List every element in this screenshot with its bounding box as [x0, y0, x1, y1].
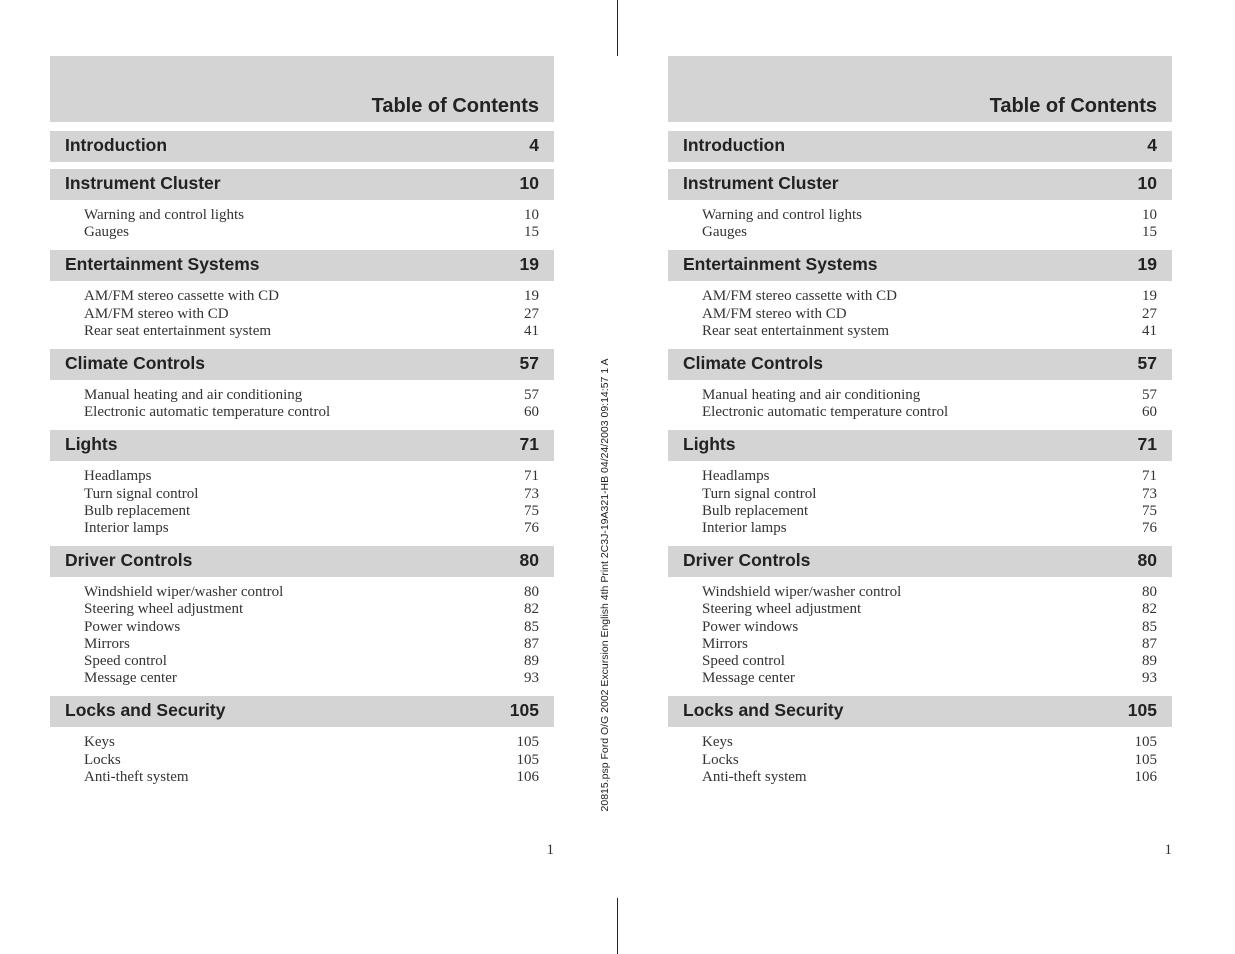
entry-title: Mirrors [84, 635, 130, 652]
entry-page-number: 73 [524, 485, 539, 502]
toc-entry[interactable] [702, 520, 1157, 537]
entry-title: Bulb replacement [702, 502, 809, 519]
section-page-number: 105 [509, 700, 539, 721]
section-title: Climate Controls [683, 353, 824, 373]
entry-title: Rear seat entertainment system [702, 322, 890, 339]
title-band [50, 56, 554, 122]
toc-entry[interactable] [84, 636, 539, 653]
entry-page-number: 105 [516, 734, 539, 751]
entry-page-number: 82 [1142, 601, 1157, 618]
entry-page-number: 105 [516, 751, 539, 768]
entry-page-number: 19 [1142, 288, 1157, 305]
entry-title: Windshield wiper/washer control [84, 584, 284, 601]
entry-title: Manual heating and air conditioning [84, 387, 303, 403]
entry-page-number: 15 [524, 224, 539, 241]
entry-title: Power windows [702, 618, 799, 635]
entry-title: Turn signal control [702, 485, 817, 502]
entry-title: Message center [84, 670, 177, 687]
toc-entry[interactable] [702, 752, 1157, 769]
section-page-number: 19 [519, 254, 539, 275]
toc-entry[interactable] [84, 670, 539, 687]
entry-page-number: 85 [524, 618, 539, 635]
entry-title: Speed control [702, 653, 785, 669]
entry-page-number: 41 [524, 322, 539, 339]
toc-entry[interactable] [702, 653, 1157, 670]
entry-page-number: 80 [524, 584, 539, 601]
page-number: 1 [546, 842, 554, 858]
toc-entry[interactable] [84, 601, 539, 618]
entry-page-number: 93 [524, 670, 539, 687]
section-title: Introduction [65, 135, 168, 155]
toc-entry[interactable] [702, 224, 1157, 241]
entry-title: Electronic automatic temperature control [702, 404, 949, 421]
entry-page-number: 106 [1134, 768, 1157, 785]
page-title: Table of Contents [371, 95, 539, 117]
entry-page-number: 71 [1142, 468, 1157, 485]
section-title: Entertainment Systems [65, 254, 260, 275]
toc-entry[interactable] [84, 404, 539, 421]
toc-entry[interactable] [702, 769, 1157, 786]
toc-entry[interactable] [84, 503, 539, 520]
toc-entry[interactable] [84, 224, 539, 241]
section-page-number: 80 [1137, 550, 1157, 571]
entry-page-number: 41 [1142, 322, 1157, 339]
entry-title: Keys [84, 734, 115, 751]
toc-entry[interactable] [702, 468, 1157, 485]
section-page-number: 19 [1137, 254, 1157, 275]
toc-entry[interactable] [84, 387, 539, 404]
toc-entry[interactable] [702, 503, 1157, 520]
section-title: Lights [683, 434, 736, 455]
section-header[interactable] [668, 430, 1172, 461]
print-slug: 20815.psp Ford O/G 2002 Excursion English 4th Print 2C3J-19A321-HB 04/24/2003 09:14:57 1 A [599, 358, 611, 812]
entry-title: Message center [702, 670, 795, 687]
trim-mark-top [617, 0, 618, 56]
entry-page-number: 106 [516, 768, 539, 785]
section-header[interactable] [668, 546, 1172, 577]
toc-entry[interactable] [702, 619, 1157, 636]
entry-title: Headlamps [84, 468, 152, 485]
entry-page-number: 87 [1142, 635, 1157, 652]
entry-title: Power windows [84, 618, 181, 635]
entry-title: Mirrors [702, 635, 748, 652]
toc-entry[interactable] [702, 486, 1157, 503]
section-header[interactable] [50, 131, 554, 162]
toc-entry[interactable] [84, 734, 539, 751]
toc-entry[interactable] [702, 734, 1157, 751]
toc-entry[interactable] [84, 306, 539, 323]
section-page-number: 10 [1137, 173, 1157, 193]
toc-entry[interactable] [702, 404, 1157, 421]
section-page-number: 10 [519, 173, 539, 193]
section-page-number: 4 [529, 135, 539, 155]
entry-page-number: 89 [1142, 653, 1157, 669]
section-page-number: 71 [1137, 434, 1157, 455]
section-header[interactable] [50, 349, 554, 380]
section-title: Entertainment Systems [683, 254, 878, 275]
toc-entry[interactable] [84, 619, 539, 636]
entry-page-number: 10 [524, 207, 539, 223]
entry-title: Gauges [702, 224, 747, 241]
entry-title: AM/FM stereo cassette with CD [84, 288, 279, 305]
toc-entry[interactable] [84, 752, 539, 769]
section-title: Introduction [683, 135, 786, 155]
section-title: Driver Controls [683, 550, 811, 571]
page-title: Table of Contents [989, 95, 1157, 117]
toc-entry[interactable] [84, 323, 539, 340]
section-header[interactable] [668, 250, 1172, 281]
entry-title: Windshield wiper/washer control [702, 584, 902, 601]
toc-entry[interactable] [702, 636, 1157, 653]
toc-entry[interactable] [84, 207, 539, 224]
entry-page-number: 85 [1142, 618, 1157, 635]
toc-entry[interactable] [702, 387, 1157, 404]
entry-title: Headlamps [702, 468, 770, 485]
section-page-number: 71 [519, 434, 539, 455]
entry-title: Steering wheel adjustment [702, 601, 862, 618]
section-header[interactable] [50, 169, 554, 200]
toc-entry[interactable] [84, 653, 539, 670]
toc-entry[interactable] [84, 584, 539, 601]
entry-page-number: 76 [1142, 520, 1157, 536]
toc-entry[interactable] [702, 601, 1157, 618]
trim-mark-bottom [617, 898, 618, 954]
entry-title: AM/FM stereo with CD [84, 305, 229, 322]
entry-page-number: 60 [524, 404, 539, 421]
toc-page-right [668, 0, 1172, 954]
page-number: 1 [1164, 842, 1172, 858]
section-header[interactable] [668, 696, 1172, 727]
entry-page-number: 19 [524, 288, 539, 305]
entry-page-number: 27 [1142, 305, 1157, 322]
entry-title: Warning and control lights [84, 207, 245, 223]
section-title: Climate Controls [65, 353, 206, 373]
entry-page-number: 60 [1142, 404, 1157, 421]
section-title: Driver Controls [65, 550, 193, 571]
toc-entry[interactable] [84, 468, 539, 485]
entry-page-number: 89 [524, 653, 539, 669]
title-band [668, 56, 1172, 122]
entry-title: Bulb replacement [84, 502, 191, 519]
section-page-number: 80 [519, 550, 539, 571]
entry-title: Manual heating and air conditioning [702, 387, 921, 403]
entry-title: Anti-theft system [702, 768, 807, 785]
section-page-number: 4 [1147, 135, 1157, 155]
entry-page-number: 93 [1142, 670, 1157, 687]
entry-title: Speed control [84, 653, 167, 669]
section-page-number: 57 [1137, 353, 1157, 373]
section-title: Lights [65, 434, 118, 455]
entry-page-number: 75 [1142, 502, 1157, 519]
entry-title: AM/FM stereo cassette with CD [702, 288, 897, 305]
entry-page-number: 75 [524, 502, 539, 519]
toc-entry[interactable] [84, 769, 539, 786]
entry-title: Keys [702, 734, 733, 751]
entry-title: Interior lamps [84, 520, 169, 536]
section-title: Instrument Cluster [65, 173, 221, 193]
entry-page-number: 10 [1142, 207, 1157, 223]
toc-entry[interactable] [84, 486, 539, 503]
entry-page-number: 57 [1142, 387, 1157, 403]
toc-entry[interactable] [702, 306, 1157, 323]
entry-page-number: 57 [524, 387, 539, 403]
entry-page-number: 80 [1142, 584, 1157, 601]
entry-title: Interior lamps [702, 520, 787, 536]
entry-title: Locks [702, 751, 739, 768]
toc-entry[interactable] [702, 584, 1157, 601]
section-header[interactable] [668, 349, 1172, 380]
section-header[interactable] [50, 696, 554, 727]
entry-title: Anti-theft system [84, 768, 189, 785]
entry-title: Steering wheel adjustment [84, 601, 244, 618]
entry-page-number: 87 [524, 635, 539, 652]
toc-entry[interactable] [702, 288, 1157, 305]
section-header[interactable] [50, 250, 554, 281]
entry-title: Turn signal control [84, 485, 199, 502]
entry-title: AM/FM stereo with CD [702, 305, 847, 322]
toc-entry[interactable] [84, 288, 539, 305]
section-title: Locks and Security [683, 700, 844, 721]
toc-entry[interactable] [84, 520, 539, 537]
entry-title: Warning and control lights [702, 207, 863, 223]
entry-page-number: 27 [524, 305, 539, 322]
section-title: Instrument Cluster [683, 173, 839, 193]
toc-entry[interactable] [702, 207, 1157, 224]
entry-title: Gauges [84, 224, 129, 241]
entry-title: Electronic automatic temperature control [84, 404, 331, 421]
section-header[interactable] [668, 131, 1172, 162]
entry-page-number: 105 [1134, 734, 1157, 751]
section-header[interactable] [668, 169, 1172, 200]
section-header[interactable] [50, 430, 554, 461]
entry-title: Locks [84, 751, 121, 768]
toc-page-left [50, 0, 554, 954]
entry-page-number: 15 [1142, 224, 1157, 241]
section-page-number: 105 [1127, 700, 1157, 721]
section-page-number: 57 [519, 353, 539, 373]
section-header[interactable] [50, 546, 554, 577]
section-title: Locks and Security [65, 700, 226, 721]
entry-page-number: 82 [524, 601, 539, 618]
toc-entry[interactable] [702, 323, 1157, 340]
entry-page-number: 105 [1134, 751, 1157, 768]
toc-entry[interactable] [702, 670, 1157, 687]
entry-page-number: 73 [1142, 485, 1157, 502]
entry-title: Rear seat entertainment system [84, 322, 272, 339]
entry-page-number: 76 [524, 520, 539, 536]
entry-page-number: 71 [524, 468, 539, 485]
